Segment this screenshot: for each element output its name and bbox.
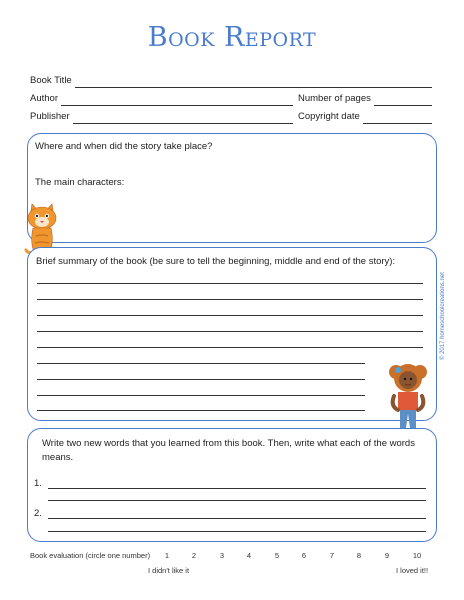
word-line[interactable] (48, 531, 426, 532)
summary-line[interactable] (37, 410, 365, 411)
number-of-pages-line[interactable] (374, 94, 432, 106)
word-line[interactable] (48, 518, 426, 519)
rating-option[interactable]: 5 (274, 551, 280, 560)
publisher-line[interactable] (73, 112, 293, 124)
summary-line[interactable] (37, 315, 423, 316)
copyright-date-line[interactable] (363, 112, 432, 124)
page-title: Book Report (147, 22, 317, 53)
rating-option[interactable]: 4 (246, 551, 252, 560)
summary-line[interactable] (37, 379, 365, 380)
summary-line[interactable] (37, 395, 365, 396)
rating-option[interactable]: 1 (164, 551, 170, 560)
book-title-label: Book Title (30, 75, 72, 86)
author-line[interactable] (61, 94, 293, 106)
word-line[interactable] (48, 500, 426, 501)
word-number-1: 1. (34, 478, 42, 489)
new-words-question: Write two new words that you learned from this book. Then, write what each of the words means. (42, 438, 415, 463)
rating-option[interactable]: 2 (191, 551, 197, 560)
rating-low-label: I didn't like it (148, 566, 190, 575)
copyright-date-field[interactable] (298, 108, 432, 124)
rating-option[interactable]: 3 (219, 551, 225, 560)
rating-option[interactable]: 9 (384, 551, 390, 560)
summary-line[interactable] (37, 331, 423, 332)
copyright-text: © 2017 homeschoolcreations.net (440, 272, 446, 360)
summary-line[interactable] (37, 347, 423, 348)
setting-question: Where and when did the story take place? (35, 141, 213, 152)
author-label: Author (30, 93, 58, 104)
book-title-field[interactable] (30, 72, 432, 88)
rating-high-label: I loved it!! (396, 566, 429, 575)
summary-line[interactable] (37, 363, 365, 364)
summary-question: Brief summary of the book (be sure to tell the beginning, middle and end of the story): (36, 256, 396, 267)
number-of-pages-field[interactable] (298, 90, 432, 106)
summary-line[interactable] (37, 283, 423, 284)
rating-option[interactable]: 8 (356, 551, 362, 560)
characters-question: The main characters: (35, 177, 125, 188)
copyright-date-label: Copyright date (298, 111, 360, 122)
number-of-pages-label: Number of pages (298, 93, 371, 104)
summary-line[interactable] (37, 299, 423, 300)
publisher-field[interactable] (30, 108, 293, 124)
evaluation-label: Book evaluation (circle one number) (30, 551, 151, 560)
publisher-label: Publisher (30, 111, 70, 122)
word-line[interactable] (48, 488, 426, 489)
rating-option[interactable]: 7 (329, 551, 335, 560)
rating-option[interactable]: 6 (301, 551, 307, 560)
word-number-2: 2. (34, 508, 42, 519)
rating-option[interactable]: 10 (412, 551, 422, 560)
author-field[interactable] (30, 90, 293, 106)
book-title-line[interactable] (75, 76, 432, 88)
